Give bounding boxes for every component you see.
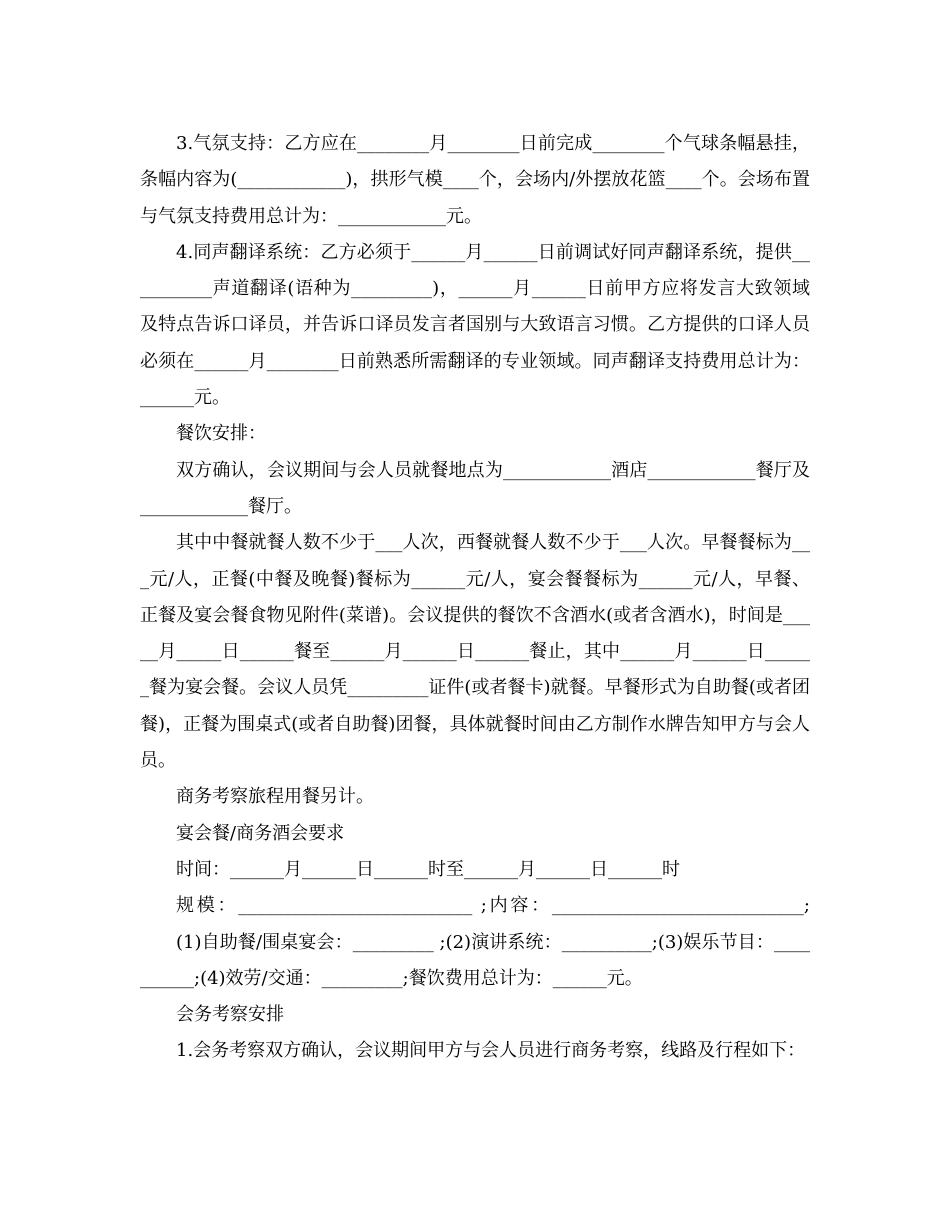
heading-inspection-arrangement: 会务考察安排	[176, 1004, 284, 1026]
document-body	[140, 126, 810, 1070]
paragraph-dining-details: 其中中餐就餐人数不少于___人次，西餐就餐人数不少于___人次。早餐餐标为___元/人，正餐(中餐及晚餐)餐标为______元/人，宴会餐餐标为______元/人，早餐、正餐及宴会餐食物见附件(菜谱)。会议提供的餐饮不含酒水(或者含酒水)，时间是_____月_____日______餐至______月______日______餐止，其中______月______日______餐为宴会餐。会议人员凭_________证件(或者餐卡)就餐。早餐形式为自助餐(或者团餐)，正餐为围桌式(或者自助餐)团餐，具体就餐时间由乙方制作水牌告知甲方与会人员。	[140, 532, 810, 772]
paragraph-dining-location: 双方确认，会议期间与会人员就餐地点为____________酒店____________餐厅及____________餐厅。	[140, 459, 810, 517]
paragraph-inspection-route: 1.会务考察双方确认，会议期间甲方与会人员进行商务考察，线路及行程如下：	[176, 1040, 806, 1062]
paragraph-banquet-items: (1)自助餐/围桌宴会：_________ ;(2)演讲系统：__________;(3)娱乐节目：__________;(4)效劳/交通：_________;餐饮费用总计为：______元。	[140, 931, 810, 989]
paragraph-inspection-meals: 商务考察旅程用餐另计。	[176, 786, 374, 808]
paragraph-banquet-scale: 规模：__________________________ ;内容：____________________________;	[176, 895, 810, 917]
paragraph-atmosphere-support: 3.气氛支持：乙方应在________月________日前完成________个气球条幅悬挂，条幅内容为(____________)，拱形气模____个，会场内/外摆放花篮____个。会场布置与气氛支持费用总计为：____________元。	[140, 133, 810, 227]
heading-banquet-requirements: 宴会餐/商务酒会要求	[176, 822, 345, 844]
paragraph-simultaneous-interpretation: 4.同声翻译系统：乙方必须于______月______日前调试好同声翻译系统，提供__________声道翻译(语种为_________)，______月______日前甲方应将发言大致领域及特点告诉口译员，并告诉口译员发言者国别与大致语言习惯。乙方提供的口译人员必须在______月________日前熟悉所需翻译的专业领域。同声翻译支持费用总计为：______元。	[140, 241, 810, 409]
heading-catering: 餐饮安排：	[176, 423, 266, 445]
paragraph-banquet-time: 时间：______月______日______时至______月______日______时	[176, 858, 680, 880]
